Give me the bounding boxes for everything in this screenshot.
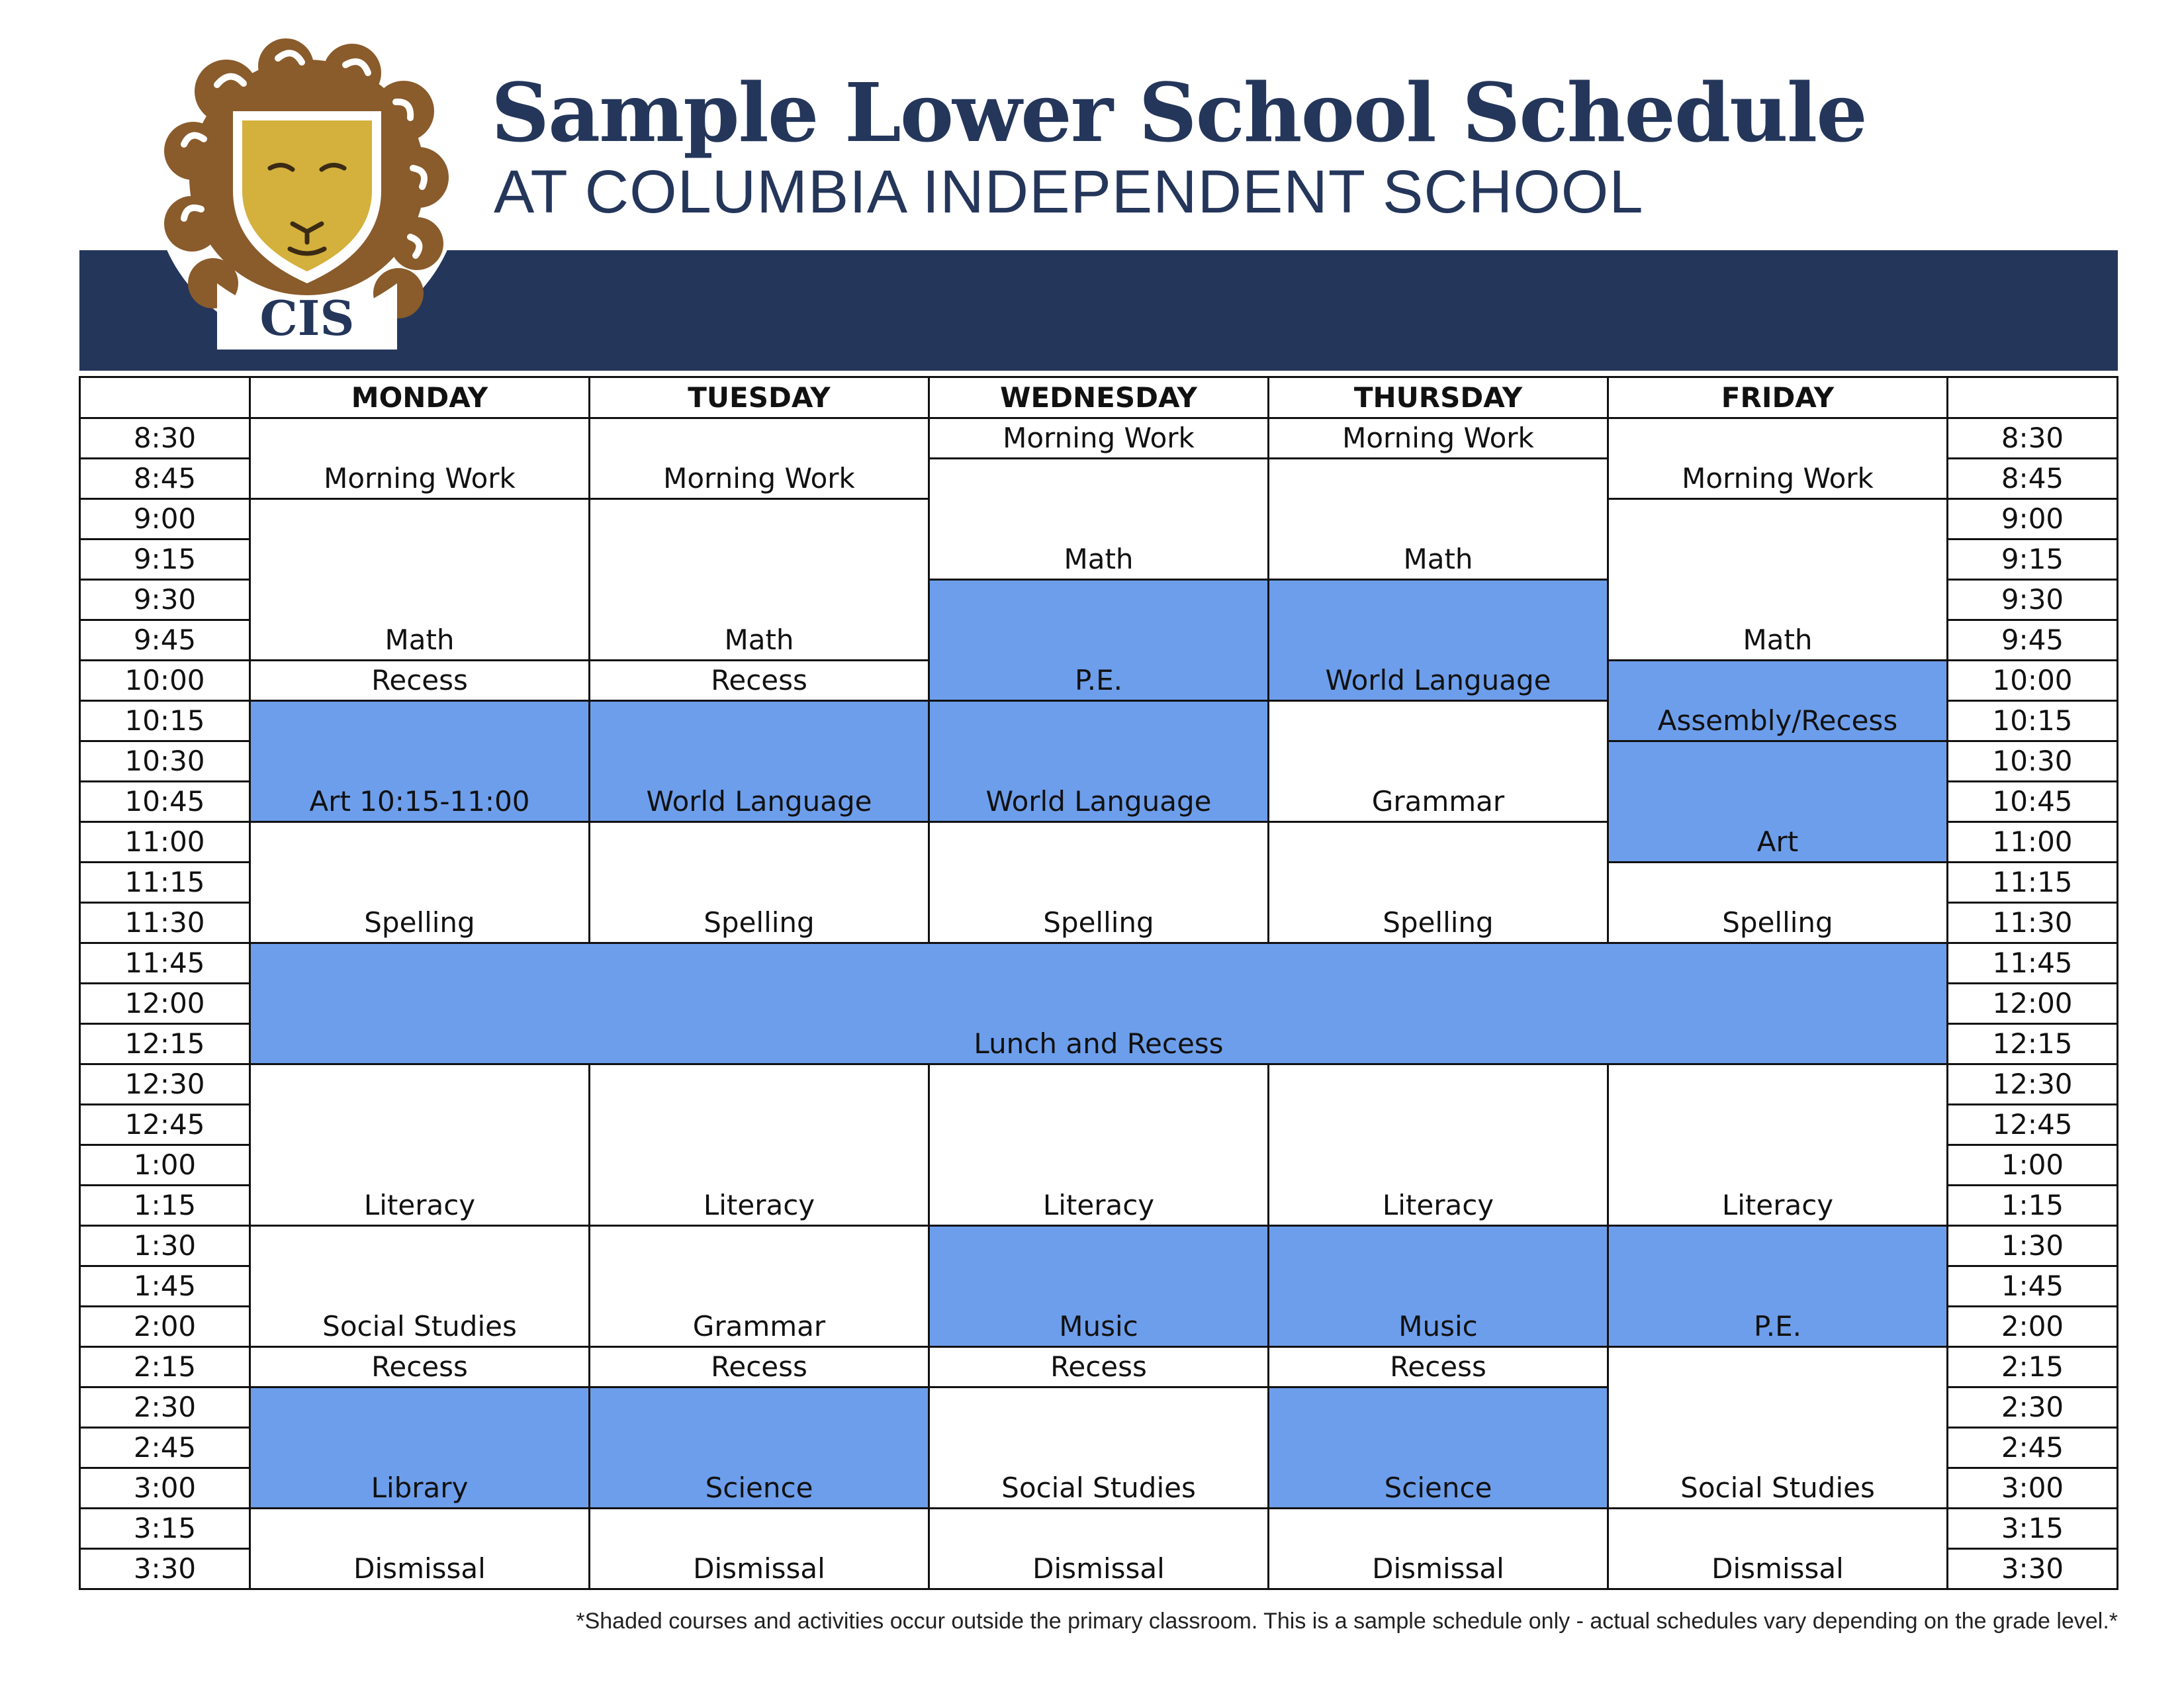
activity-block-label: Morning Work <box>1682 462 1874 494</box>
time-label-left <box>79 1225 251 1267</box>
time-label-right <box>1946 1103 2118 1146</box>
time-label-right <box>1946 700 2118 742</box>
activity-block-label: World Language <box>985 785 1212 818</box>
activity-block <box>928 1507 1269 1590</box>
activity-block-label: Recess <box>711 664 807 696</box>
time-label-right-label: 1:30 <box>2001 1229 2064 1262</box>
day-header-friday-label: FRIDAY <box>1721 381 1835 414</box>
time-label-left-label: 9:45 <box>133 624 197 656</box>
activity-block <box>1607 1225 1948 1348</box>
time-label-right-label: 3:30 <box>2001 1552 2064 1585</box>
time-label-left <box>79 1346 251 1388</box>
time-label-right <box>1946 1225 2118 1267</box>
time-label-left <box>79 1427 251 1469</box>
header-corner-left <box>79 376 251 419</box>
activity-block-label: Literacy <box>1721 1189 1834 1221</box>
activity-block <box>249 700 590 823</box>
time-label-left-label: 1:30 <box>133 1229 197 1262</box>
time-label-right <box>1946 821 2118 863</box>
activity-block-label: Dismissal <box>1032 1552 1165 1585</box>
activity-block <box>1267 1346 1609 1388</box>
time-label-right <box>1946 1507 2118 1550</box>
time-label-left-label: 9:15 <box>133 543 197 575</box>
time-label-right-label: 2:45 <box>2001 1431 2064 1464</box>
activity-block-label: Dismissal <box>1711 1552 1844 1585</box>
time-label-right <box>1946 1144 2118 1186</box>
footnote: *Shaded courses and activities occur outside the primary classroom. This is a sample schedule only - actual schedules vary depending on the grade level.* <box>576 1609 2118 1634</box>
time-label-left-label: 2:30 <box>133 1391 197 1423</box>
activity-block-label: Math <box>1743 624 1813 656</box>
time-label-left-label: 8:45 <box>133 462 197 494</box>
time-label-left <box>79 1305 251 1348</box>
page-subtitle: AT COLUMBIA INDEPENDENT SCHOOL <box>494 158 1644 226</box>
time-label-left <box>79 700 251 742</box>
time-label-right-label: 3:00 <box>2001 1472 2064 1504</box>
activity-block-label: Assembly/Recess <box>1657 704 1898 737</box>
time-label-right-label: 12:00 <box>1992 987 2073 1019</box>
time-label-left <box>79 1548 251 1590</box>
time-label-left <box>79 1184 251 1227</box>
activity-block <box>1607 861 1948 944</box>
page-title: Sample Lower School Schedule <box>491 65 1866 160</box>
time-label-left-label: 2:15 <box>133 1350 197 1383</box>
time-label-right <box>1946 1346 2118 1388</box>
time-label-left-label: 3:15 <box>133 1512 197 1544</box>
activity-block <box>928 1386 1269 1509</box>
time-label-right-label: 2:15 <box>2001 1350 2064 1383</box>
time-label-left <box>79 740 251 782</box>
time-label-left <box>79 861 251 904</box>
activity-block-label: Spelling <box>704 906 815 939</box>
activity-block <box>588 700 930 823</box>
activity-block <box>249 659 590 702</box>
activity-block <box>1267 700 1609 823</box>
activity-block-label: Dismissal <box>693 1552 825 1585</box>
cis-lion-logo <box>154 38 471 350</box>
activity-block-label: Library <box>371 1472 469 1504</box>
activity-block-label: Morning Work <box>1003 422 1195 454</box>
time-label-right-label: 8:30 <box>2001 422 2064 454</box>
time-label-left-label: 1:15 <box>133 1189 197 1221</box>
activity-block-label: World Language <box>646 785 872 818</box>
time-label-left-label: 9:30 <box>133 583 197 616</box>
day-header-monday <box>249 376 590 419</box>
activity-block-label: Dismissal <box>353 1552 486 1585</box>
activity-block-label: Spelling <box>1383 906 1494 939</box>
activity-block <box>1267 1507 1609 1590</box>
activity-block <box>1267 821 1609 944</box>
time-label-right <box>1946 1548 2118 1590</box>
activity-block-label: World Language <box>1325 664 1551 696</box>
time-label-right-label: 11:45 <box>1992 947 2073 979</box>
time-label-right-label: 3:15 <box>2001 1512 2064 1544</box>
time-label-right-label: 1:45 <box>2001 1270 2064 1302</box>
time-label-right-label: 8:45 <box>2001 462 2064 494</box>
activity-block-label: Literacy <box>363 1189 476 1221</box>
time-label-left-label: 11:15 <box>124 866 205 898</box>
activity-block <box>249 1063 590 1227</box>
time-label-right <box>1946 942 2118 984</box>
activity-block-label: Morning Work <box>324 462 516 494</box>
time-label-right-label: 12:45 <box>1992 1108 2073 1141</box>
time-label-right <box>1946 1265 2118 1307</box>
activity-block-label: Spelling <box>1722 906 1833 939</box>
time-label-right <box>1946 457 2118 500</box>
activity-block-label: Recess <box>371 664 468 696</box>
time-label-left-label: 2:45 <box>133 1431 197 1464</box>
activity-block <box>588 821 930 944</box>
time-label-right <box>1946 1305 2118 1348</box>
time-label-left <box>79 902 251 944</box>
time-label-right <box>1946 1023 2118 1065</box>
activity-block <box>588 1386 930 1509</box>
day-header-wednesday <box>928 376 1269 419</box>
time-label-left-label: 12:00 <box>124 987 205 1019</box>
activity-block-label: Music <box>1398 1310 1478 1342</box>
activity-block-label: Morning Work <box>1342 422 1534 454</box>
time-label-right <box>1946 740 2118 782</box>
time-label-right <box>1946 1427 2118 1469</box>
activity-block <box>928 1225 1269 1348</box>
day-header-tuesday <box>588 376 930 419</box>
activity-block-label: Recess <box>711 1350 807 1383</box>
activity-block <box>249 1507 590 1590</box>
activity-block <box>1607 1063 1948 1227</box>
time-label-left <box>79 1063 251 1105</box>
logo-text: CIS <box>259 290 355 346</box>
time-label-left-label: 10:30 <box>124 745 205 777</box>
time-label-right-label: 1:15 <box>2001 1189 2064 1221</box>
time-label-left <box>79 457 251 500</box>
time-label-left-label: 8:30 <box>133 422 197 454</box>
day-header-thursday-label: THURSDAY <box>1353 381 1523 414</box>
activity-block-label: Social Studies <box>322 1310 517 1342</box>
time-label-left-label: 12:15 <box>124 1027 205 1060</box>
activity-block-label: Math <box>724 624 794 656</box>
activity-block <box>1607 1346 1948 1509</box>
time-label-left-label: 11:30 <box>124 906 205 939</box>
activity-block <box>1267 1225 1609 1348</box>
time-label-right-label: 9:15 <box>2001 543 2064 575</box>
activity-block-label: Morning Work <box>663 462 855 494</box>
activity-block <box>1267 1386 1609 1509</box>
time-label-left <box>79 417 251 459</box>
activity-block <box>1607 417 1948 500</box>
activity-block <box>588 417 930 500</box>
time-label-left-label: 2:00 <box>133 1310 197 1342</box>
time-label-left <box>79 1467 251 1509</box>
time-label-right-label: 12:30 <box>1992 1068 2073 1100</box>
activity-block <box>1267 579 1609 702</box>
time-label-right-label: 10:30 <box>1992 745 2073 777</box>
activity-block <box>249 1386 590 1509</box>
time-label-right <box>1946 619 2118 661</box>
activity-block-label: Grammar <box>692 1310 826 1342</box>
schedule-table <box>79 377 2118 1589</box>
time-label-right-label: 11:00 <box>1992 825 2073 858</box>
activity-block-label: Math <box>385 624 455 656</box>
activity-block-label: Social Studies <box>1001 1472 1196 1504</box>
activity-block-label: Spelling <box>364 906 475 939</box>
time-label-right <box>1946 1467 2118 1509</box>
time-label-left <box>79 780 251 823</box>
time-label-right-label: 9:30 <box>2001 583 2064 616</box>
activity-block <box>928 1346 1269 1388</box>
time-label-right <box>1946 417 2118 459</box>
time-label-left-label: 10:15 <box>124 704 205 737</box>
activity-block <box>928 700 1269 823</box>
activity-block <box>249 1225 590 1348</box>
activity-block <box>588 1063 930 1227</box>
activity-block <box>588 1346 930 1388</box>
activity-block <box>249 1346 590 1388</box>
page-header <box>0 0 2184 377</box>
time-label-left-label: 3:30 <box>133 1552 197 1585</box>
time-label-left-label: 10:00 <box>124 664 205 696</box>
activity-block <box>928 579 1269 702</box>
time-label-right <box>1946 1386 2118 1429</box>
activity-block-label: Science <box>705 1472 813 1504</box>
time-label-left <box>79 538 251 581</box>
activity-block-label: Literacy <box>1042 1189 1155 1221</box>
activity-block-label: Recess <box>1390 1350 1486 1383</box>
time-label-left <box>79 659 251 702</box>
lunch-block <box>249 942 1948 1065</box>
time-label-left <box>79 1265 251 1307</box>
time-label-right <box>1946 659 2118 702</box>
day-header-thursday <box>1267 376 1609 419</box>
time-label-left-label: 3:00 <box>133 1472 197 1504</box>
activity-block <box>588 1507 930 1590</box>
activity-block <box>1607 659 1948 742</box>
activity-block <box>588 1225 930 1348</box>
time-label-right-label: 9:00 <box>2001 502 2064 535</box>
time-label-left-label: 12:45 <box>124 1108 205 1141</box>
activity-block <box>928 821 1269 944</box>
time-label-left <box>79 1103 251 1146</box>
activity-block-label: Social Studies <box>1680 1472 1875 1504</box>
time-label-right-label: 11:30 <box>1992 906 2073 939</box>
time-label-right-label: 2:00 <box>2001 1310 2064 1342</box>
activity-block <box>249 498 590 661</box>
time-label-right <box>1946 982 2118 1025</box>
time-label-left-label: 9:00 <box>133 502 197 535</box>
activity-block-label: P.E. <box>1074 664 1123 696</box>
activity-block <box>1607 1507 1948 1590</box>
time-label-left-label: 1:45 <box>133 1270 197 1302</box>
time-label-left <box>79 1507 251 1550</box>
activity-block <box>1607 498 1948 661</box>
time-label-right-label: 1:00 <box>2001 1149 2064 1181</box>
time-label-right <box>1946 780 2118 823</box>
time-label-right <box>1946 579 2118 621</box>
time-label-right <box>1946 861 2118 904</box>
day-header-friday <box>1607 376 1948 419</box>
time-label-left <box>79 498 251 540</box>
time-label-right-label: 10:45 <box>1992 785 2073 818</box>
day-header-monday-label: MONDAY <box>351 381 488 414</box>
activity-block-label: Art <box>1756 825 1799 858</box>
time-label-right-label: 12:15 <box>1992 1027 2073 1060</box>
time-label-right <box>1946 1184 2118 1227</box>
header-corner-right <box>1946 376 2118 419</box>
activity-block-label: Dismissal <box>1372 1552 1504 1585</box>
activity-block <box>588 659 930 702</box>
time-label-left <box>79 1023 251 1065</box>
activity-block-label: Spelling <box>1043 906 1154 939</box>
time-label-right-label: 9:45 <box>2001 624 2064 656</box>
activity-block <box>1267 457 1609 581</box>
activity-block <box>928 417 1269 459</box>
activity-block-label: Literacy <box>1382 1189 1494 1221</box>
activity-block-label: Music <box>1059 1310 1138 1342</box>
activity-block-label: Math <box>1403 543 1473 575</box>
activity-block-label: Recess <box>371 1350 468 1383</box>
day-header-tuesday-label: TUESDAY <box>688 381 831 414</box>
time-label-right <box>1946 1063 2118 1105</box>
activity-block-label: Literacy <box>703 1189 815 1221</box>
activity-block <box>928 1063 1269 1227</box>
activity-block <box>1267 417 1609 459</box>
activity-block-label: Science <box>1384 1472 1492 1504</box>
time-label-left <box>79 1386 251 1429</box>
activity-block-label: Art 10:15-11:00 <box>309 785 530 818</box>
time-label-right-label: 10:00 <box>1992 664 2073 696</box>
lunch-block-label: Lunch and Recess <box>974 1027 1224 1060</box>
activity-block-label: Grammar <box>1371 785 1505 818</box>
activity-block <box>249 417 590 500</box>
time-label-left <box>79 982 251 1025</box>
time-label-left <box>79 1144 251 1186</box>
time-label-left-label: 12:30 <box>124 1068 205 1100</box>
time-label-right <box>1946 538 2118 581</box>
activity-block <box>249 821 590 944</box>
activity-block <box>928 457 1269 581</box>
day-header-wednesday-label: WEDNESDAY <box>1000 381 1197 414</box>
time-label-left-label: 11:45 <box>124 947 205 979</box>
time-label-left-label: 1:00 <box>133 1149 197 1181</box>
time-label-left <box>79 942 251 984</box>
time-label-left <box>79 821 251 863</box>
time-label-right-label: 10:15 <box>1992 704 2073 737</box>
time-label-right-label: 11:15 <box>1992 866 2073 898</box>
time-label-right <box>1946 902 2118 944</box>
time-label-left-label: 10:45 <box>124 785 205 818</box>
activity-block-label: Math <box>1064 543 1134 575</box>
activity-block <box>588 498 930 661</box>
time-label-left <box>79 619 251 661</box>
time-label-right <box>1946 498 2118 540</box>
time-label-right-label: 2:30 <box>2001 1391 2064 1423</box>
time-label-left <box>79 579 251 621</box>
activity-block-label: P.E. <box>1753 1310 1802 1342</box>
activity-block <box>1607 740 1948 863</box>
activity-block <box>1267 1063 1609 1227</box>
time-label-left-label: 11:00 <box>124 825 205 858</box>
activity-block-label: Recess <box>1050 1350 1147 1383</box>
